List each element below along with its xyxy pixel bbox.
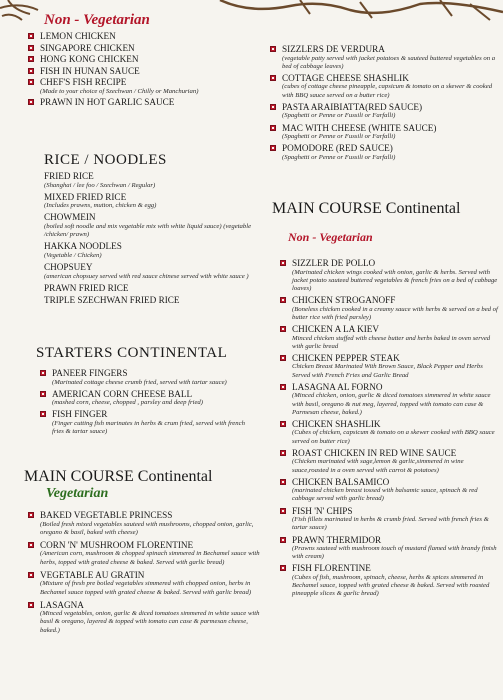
main-course-heading-left: MAIN COURSE Continental xyxy=(24,468,213,485)
menu-item-description: (Vegetable / Chicken) xyxy=(44,251,102,259)
menu-item-description: (mashed corn, cheese, chopped , parsley and deep fried) xyxy=(52,399,203,407)
starters-heading: STARTERS CONTINENTAL xyxy=(36,345,228,361)
menu-item-name: MAC WITH CHEESE (WHITE SAUCE) xyxy=(282,122,437,133)
menu-item xyxy=(28,600,260,635)
menu-item xyxy=(28,540,260,567)
menu-item-name: SIZZLER DE POLLO xyxy=(292,258,376,268)
menu-item-description: (Boiled fresh mixed vegetables sauteed with mushrooms, chopped onion, garlic, oregano & basil, baked with cheese) xyxy=(40,520,254,536)
menu-item-description: (Cubes of chicken, capsicum & tomato on a skewer cooked with BBQ sauce served on butter rice) xyxy=(292,429,495,445)
menu-item-name: PRAWN FRIED RICE xyxy=(44,282,129,293)
menu-item-name: FISH IN HUNAN SAUCE xyxy=(40,65,140,76)
menu-item-description: (Marinated cottage cheese crumb fried, served with tartar sauce) xyxy=(52,378,227,386)
menu-item xyxy=(270,73,498,100)
menu-item-description: (Prawns sauteed with mushroom touch of mustard flamed with brandy finish with cream) xyxy=(292,545,497,561)
menu-item-name: PANEER FINGERS xyxy=(52,368,128,378)
menu-item xyxy=(44,171,260,190)
menu-item-name: AMERICAN CORN CHEESE BALL xyxy=(52,388,193,399)
menu-item xyxy=(40,389,258,408)
menu-item-name: PRAWN IN HOT GARLIC SAUCE xyxy=(40,96,175,107)
menu-item-name: TRIPLE SZECHWAN FRIED RICE xyxy=(44,295,180,306)
bullet-icon xyxy=(280,355,286,361)
menu-item-name: SIZZLERS DE VERDURA xyxy=(282,44,385,54)
menu-item xyxy=(280,353,498,380)
bullet-icon xyxy=(28,602,34,608)
menu-item xyxy=(28,97,260,108)
menu-item xyxy=(270,102,498,121)
menu-item-description: (Finger cutting fish marinates in herbs & crum fried, served with french fries & tartar sauce) xyxy=(52,419,245,436)
bullet-icon xyxy=(28,45,34,51)
menu-item-name: CHICKEN A LA KIEV xyxy=(292,324,380,335)
bullet-icon xyxy=(40,370,46,376)
menu-item xyxy=(280,324,498,351)
menu-item-description: (Includes prawns, mutton, chicken & egg) xyxy=(44,202,157,210)
menu-item-description: (cubes of cottage cheese pineapple, capsicum & tomato on a skewer & cooked with BBQ sauce served on a butter rice) xyxy=(282,83,493,99)
bullet-icon xyxy=(270,145,276,151)
starters-list xyxy=(40,368,258,438)
menu-item-name: FISH FLORENTINE xyxy=(292,563,371,574)
bullet-icon xyxy=(280,508,286,514)
menu-item-description: (american chopsuey served with red sauce chinese served with white sauce ) xyxy=(44,272,249,280)
menu-item-description: (vegetable patty served with jacket potatoes & sauteed buttered vegetables on a bed of cabbage leaves) xyxy=(282,54,496,70)
bullet-icon xyxy=(280,450,286,456)
bullet-icon xyxy=(28,68,34,74)
menu-item xyxy=(280,563,498,598)
bullet-icon xyxy=(270,46,276,52)
menu-item xyxy=(44,295,260,306)
menu-item-name: FISH FINGER xyxy=(52,409,108,420)
menu-item-name: LEMON CHICKEN xyxy=(40,31,116,41)
menu-item xyxy=(28,31,260,42)
menu-item xyxy=(270,44,498,71)
bullet-icon xyxy=(28,56,34,62)
menu-item-description: (Minced vegetables, onion, garlic & diced tomatoes simmered in white sauce with basil & oregano, layered & topped with tomato can case & parmesan cheese, baked.) xyxy=(40,610,260,634)
menu-item-name: BAKED VEGETABLE PRINCESS xyxy=(40,510,173,520)
menu-item-name: FRIED RICE xyxy=(44,171,94,181)
bullet-icon xyxy=(270,104,276,110)
menu-item-name: CHOPSUEY xyxy=(44,262,93,273)
menu-item xyxy=(44,192,260,211)
menu-item-name: MIXED FRIED RICE xyxy=(44,191,127,202)
menu-item-description: (Chicken marinated with sage,lemon & garlic,simmered in wine sauce,roasted in a oven served with carrot & potatoes) xyxy=(292,458,464,474)
menu-item-name: LASAGNA AL FORNO xyxy=(292,381,383,392)
bullet-icon xyxy=(280,297,286,303)
menu-item-name: CHICKEN PEPPER STEAK xyxy=(292,352,400,363)
menu-item-description: Minced chicken stuffed with cheese butter and herbs baked in oven served with garlic bread xyxy=(292,334,491,350)
nonveg-list xyxy=(28,31,260,108)
bullet-icon xyxy=(270,125,276,131)
bullet-icon xyxy=(280,421,286,427)
bullet-icon xyxy=(270,75,276,81)
menu-item xyxy=(280,419,498,446)
bullet-icon xyxy=(40,391,46,397)
menu-item-name: COTTAGE CHEESE SHASHLIK xyxy=(282,72,409,83)
bullet-icon xyxy=(28,99,34,105)
menu-item xyxy=(40,368,258,387)
main-course-heading-right: MAIN COURSE Continental xyxy=(272,200,461,217)
menu-item-description: (Spaghetti or Penne or Fussili or Farfalli) xyxy=(282,112,396,120)
menu-item xyxy=(44,241,260,260)
menu-item-description: (Cubes of fish, mushroom, spinach, cheese, herbs & spices simmered in Bechamel sauce, topped with grated cheese & baked. Served with roasted pineapple slices & garlic bread) xyxy=(292,573,490,598)
menu-item-name: PASTA ARAIBIATTA(RED SAUCE) xyxy=(282,101,423,112)
menu-item xyxy=(28,66,260,77)
menu-item xyxy=(280,506,498,533)
right-top-list xyxy=(270,44,498,164)
bullet-icon xyxy=(28,33,34,39)
menu-item xyxy=(270,143,498,162)
bullet-icon xyxy=(28,512,34,518)
menu-item-name: CHICKEN SHASHLIK xyxy=(292,418,381,429)
nonveg-heading-right: Non - Vegetarian xyxy=(288,230,373,244)
bullet-icon xyxy=(28,79,34,85)
menu-item-name: CHOWMEIN xyxy=(44,212,96,223)
bullet-icon xyxy=(28,542,34,548)
menu-item xyxy=(44,212,260,239)
menu-item-description: (Made to your choice of Szechwan / Chilly or Manchurian) xyxy=(40,87,199,95)
menu-item xyxy=(44,262,260,281)
menu-item-name: PRAWN THERMIDOR xyxy=(292,534,382,545)
menu-item-description: (Minced chicken, onion, garlic & diced tomatoes simmered in white sauce with basil, oregano & nut meg, layered, topped with tomato can case & Parmesan cheese, baked.) xyxy=(292,392,491,416)
menu-item xyxy=(28,510,260,537)
menu-item-name: POMODORE (RED SAUCE) xyxy=(282,143,393,154)
menu-item xyxy=(280,258,498,293)
bullet-icon xyxy=(280,260,286,266)
bullet-icon xyxy=(40,411,46,417)
menu-item xyxy=(280,382,498,417)
menu-item-description: (boiled soft noodle and mix vegetable mix with white liquid sauce) (vegetable /chicken/ prawn) xyxy=(44,222,252,239)
menu-item-name: FISH 'N' CHIPS xyxy=(292,505,353,516)
menu-item-name: CHEF'S FISH RECIPE xyxy=(40,77,127,87)
menu-item xyxy=(280,477,498,504)
bullet-icon xyxy=(28,572,34,578)
menu-item xyxy=(28,43,260,54)
nonveg-heading: Non - Vegetarian xyxy=(44,12,150,28)
menu-item-description: (Spaghetti or Penne or Fussili or Farfalli) xyxy=(282,133,396,141)
menu-item xyxy=(28,54,260,65)
menu-item xyxy=(44,283,260,294)
menu-item-name: LASAGNA xyxy=(40,599,84,610)
menu-item-name: CORN 'N' MUSHROOM FLORENTINE xyxy=(40,539,194,550)
menu-item-description: (Shanghai / lee foo / Szechwan / Regular) xyxy=(44,181,156,189)
menu-item-description: (Fish fillets marinated in herbs & crumb fried. Served with french fries & tartar sauce) xyxy=(292,516,489,532)
bullet-icon xyxy=(280,384,286,390)
right-nonveg-list xyxy=(280,258,498,601)
vegetarian-heading: Vegetarian xyxy=(46,486,109,501)
menu-item xyxy=(28,77,260,96)
menu-item-description: Chicken Breast Marinated With Brown Sauce, Black Pepper and Herbs Served with French Fries and Garlic Bread xyxy=(292,363,483,379)
menu-item xyxy=(280,295,498,322)
menu-item xyxy=(280,448,498,475)
bullet-icon xyxy=(280,537,286,543)
bullet-icon xyxy=(280,565,286,571)
menu-item xyxy=(280,535,498,562)
menu-item-description: (marinated chicken breast tossed with balsamic sauce, spinach & red cabbage served with garlic bread) xyxy=(292,487,478,503)
menu-item xyxy=(270,123,498,142)
menu-item-name: HAKKA NOODLES xyxy=(44,241,122,252)
bullet-icon xyxy=(280,479,286,485)
bullet-icon xyxy=(280,326,286,332)
menu-item-description: (Mixture of fresh pre boiled vegetables simmered with chopped onion, herbs in Bechamel sauce topped with grated cheese & baked. Served with garlic bread) xyxy=(40,580,252,596)
menu-item-name: CHICKEN BALSAMICO xyxy=(292,476,390,487)
menu-item-description: (Spaghetti or Penne or Fussili or Farfalli) xyxy=(282,153,396,161)
veg-list xyxy=(28,510,260,638)
menu-item-name: HONG KONG CHICKEN xyxy=(40,54,139,64)
menu-item-description: (American corn, mushroom & chopped spinach simmered in Bechamel sauce with herbs, topped with grated cheese & baked. Served with garlic bread) xyxy=(40,550,260,566)
menu-item-name: ROAST CHICKEN IN RED WINE SAUCE xyxy=(292,447,457,458)
menu-item-name: SINGAPORE CHICKEN xyxy=(40,42,135,53)
menu-item-name: VEGETABLE AU GRATIN xyxy=(40,569,145,580)
menu-item xyxy=(28,570,260,597)
menu-item-name: CHICKEN STROGANOFF xyxy=(292,295,396,306)
rice-list xyxy=(44,171,260,308)
rice-noodles-heading: RICE / NOODLES xyxy=(44,152,167,168)
menu-item-description: (Boneless chicken cooked in a creamy sauce with herbs & served on a bed of butter rice with fried parsley) xyxy=(292,305,498,321)
menu-item xyxy=(40,409,258,436)
menu-item-description: (Marinated chicken wings cooked with onion, garlic & herbs. Served with jacket potato sauteed buttered vegetables & french fries on a bed of cabbage loaves) xyxy=(292,268,498,292)
